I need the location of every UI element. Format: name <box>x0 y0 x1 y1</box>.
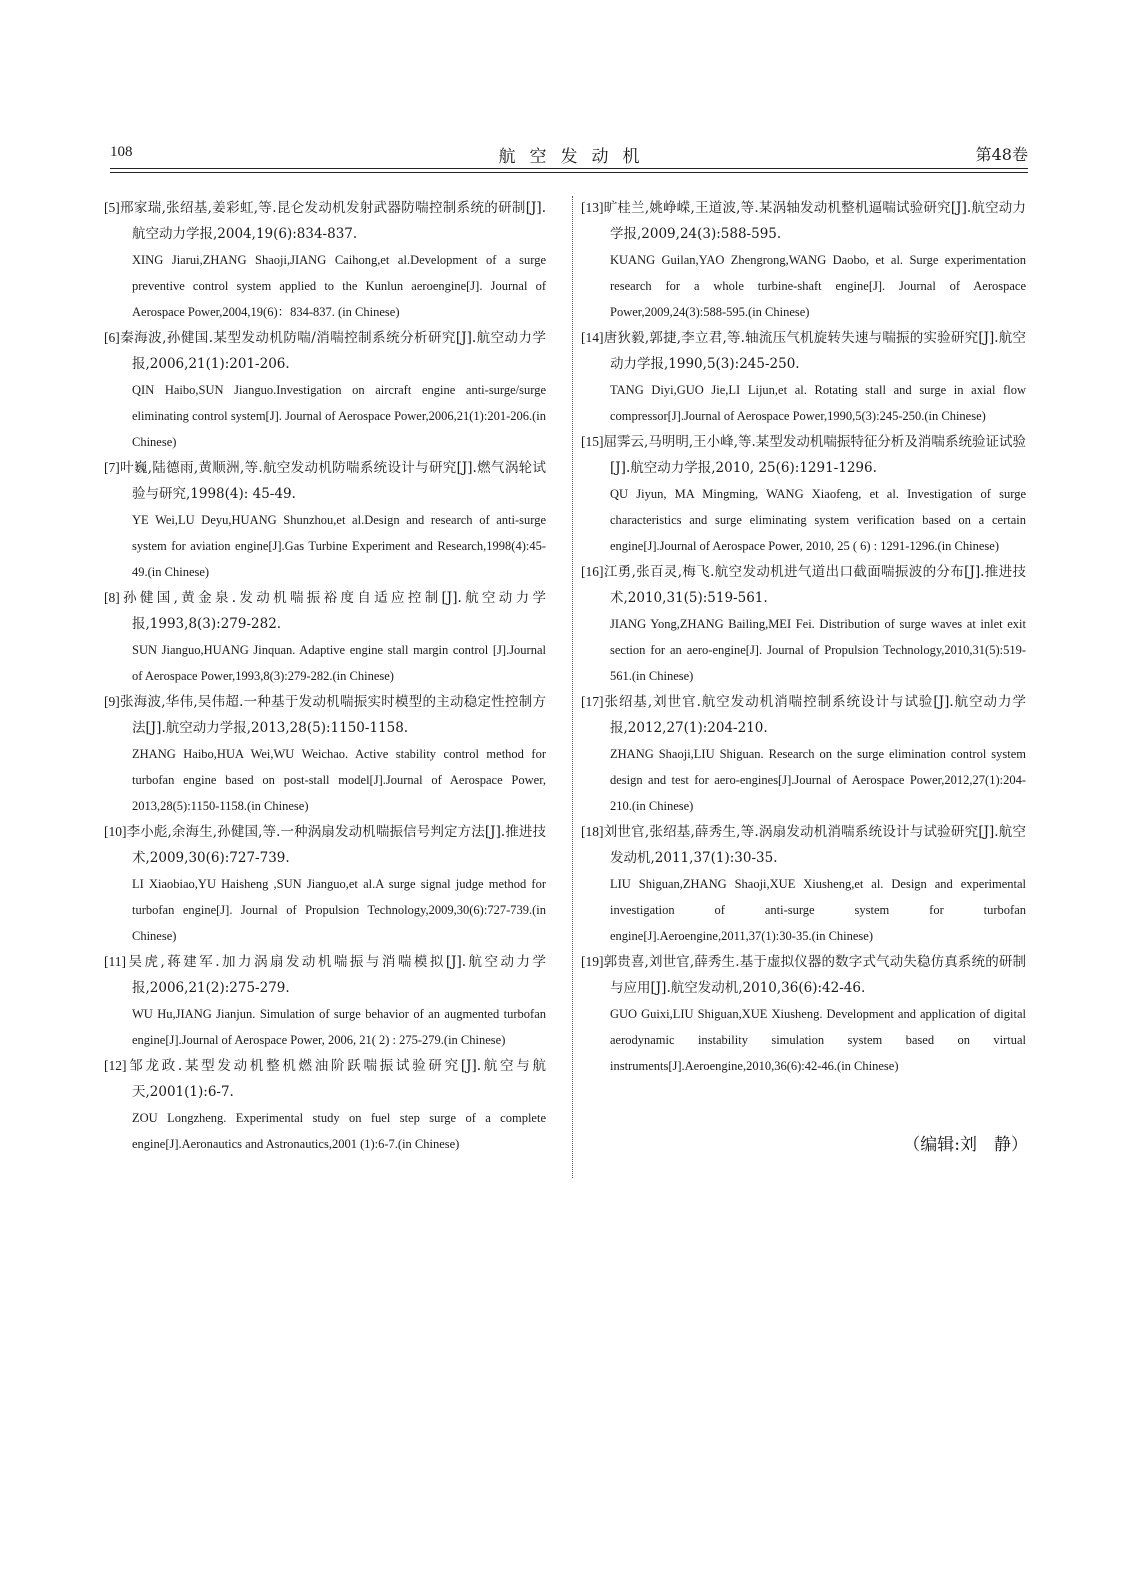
reference-chinese-text <box>104 1053 546 1105</box>
reference-entry <box>104 455 546 585</box>
reference-chinese-text <box>104 819 546 871</box>
reference-english-citation: YE Wei,LU Deyu,HUANG Shunzhou,et al.Design and research of anti-surge system for aviation engine[J].Gas Turbine Experiment and Research,1998(4):45-49.(in Chinese) <box>132 513 546 579</box>
page-header <box>110 142 1028 168</box>
reference-english-citation: ZOU Longzheng. Experimental study on fuel step surge of a complete engine[J].Aeronautics and Astronautics,2001 (1):6-7.(in Chinese) <box>132 1111 546 1151</box>
reference-english-citation: SUN Jianguo,HUANG Jinquan. Adaptive engine stall margin control [J].Journal of Aerospace Power,1993,8(3):279-282.(in Chinese) <box>132 643 546 683</box>
reference-entry <box>104 585 546 689</box>
reference-chinese-citation: 张海波,华伟,吴伟超.一种基于发动机喘振实时模型的主动稳定性控制方法[J].航空动力学报,2013,28(5):1150-1158. <box>119 694 546 736</box>
reference-number: [13] <box>581 200 604 215</box>
reference-chinese-text <box>104 455 546 507</box>
reference-english-citation: QU Jiyun, MA Mingming, WANG Xiaofeng, et al. Investigation of surge characteristics and surge eliminating system verification based on a certain engine[J].Journal of Aerospace Power, 2010, 25 ( 6) : 1291-1296.(in Chinese) <box>610 487 1026 553</box>
reference-chinese-text <box>104 325 546 377</box>
reference-chinese-citation: 孙健国,黄金泉.发动机喘振裕度自适应控制[J].航空动力学报,1993,8(3):279-282. <box>119 590 546 632</box>
journal-title: 航空发动机 <box>498 147 654 167</box>
reference-chinese-text <box>104 195 546 247</box>
reference-chinese-text <box>581 819 1026 871</box>
reference-entry <box>104 1053 546 1157</box>
reference-entry <box>104 689 546 819</box>
reference-chinese-text <box>104 585 546 637</box>
reference-entry <box>581 689 1026 819</box>
reference-entry <box>581 195 1026 325</box>
reference-number: [9] <box>104 694 120 709</box>
reference-number: [11] <box>104 954 126 969</box>
reference-number: [6] <box>104 330 120 345</box>
reference-english-citation: LI Xiaobiao,YU Haisheng ,SUN Jianguo,et al.A surge signal judge method for turbofan engine[J]. Journal of Propulsion Technology,2009,30(6):727-739.(in Chinese) <box>132 877 546 943</box>
reference-chinese-citation: 屈霁云,马明明,王小峰,等.某型发动机喘振特征分析及消喘系统验证试验[J].航空动力学报,2010, 25(6):1291-1296. <box>603 434 1026 476</box>
reference-chinese-text <box>104 689 546 741</box>
reference-chinese-text <box>581 949 1026 1001</box>
reference-number: [18] <box>581 824 604 839</box>
reference-chinese-text <box>581 559 1026 611</box>
reference-entry <box>581 325 1026 429</box>
left-reference-column <box>104 195 546 1157</box>
reference-number: [14] <box>581 330 604 345</box>
reference-chinese-citation: 刘世官,张绍基,薛秀生,等.涡扇发动机消喘系统设计与试验研究[J].航空发动机,2011,37(1):30-35. <box>603 824 1026 866</box>
volume-label: 第48卷 <box>975 145 1028 164</box>
header-rule-thin <box>110 172 1028 173</box>
reference-number: [5] <box>104 200 120 215</box>
reference-english-citation: ZHANG Shaoji,LIU Shiguan. Research on the surge elimination control system design and test for aero-engines[J].Journal of Aerospace Power,2012,27(1):204-210.(in Chinese) <box>610 747 1026 813</box>
page-number: 108 <box>110 144 133 160</box>
reference-chinese-text <box>581 195 1026 247</box>
reference-chinese-text <box>581 429 1026 481</box>
right-reference-column <box>581 195 1026 1079</box>
reference-chinese-text <box>581 689 1026 741</box>
reference-number: [19] <box>581 954 604 969</box>
reference-chinese-citation: 郭贵喜,刘世官,薛秀生.基于虚拟仪器的数字式气动失稳仿真系统的研制与应用[J].航空发动机,2010,36(6):42-46. <box>603 954 1026 996</box>
reference-chinese-text <box>104 949 546 1001</box>
reference-number: [15] <box>581 434 604 449</box>
reference-english-citation: LIU Shiguan,ZHANG Shaoji,XUE Xiusheng,et al. Design and experimental investigation of anti-surge system for turbofan engine[J].Aeroengine,2011,37(1):30-35.(in Chinese) <box>610 877 1026 943</box>
reference-english-citation: WU Hu,JIANG Jianjun. Simulation of surge behavior of an augmented turbofan engine[J].Journal of Aerospace Power, 2006, 21( 2) : 275-279.(in Chinese) <box>132 1007 546 1047</box>
reference-chinese-citation: 吴虎,蒋建军.加力涡扇发动机喘振与消喘模拟[J].航空动力学报,2006,21(2):275-279. <box>126 954 546 996</box>
reference-chinese-citation: 叶巍,陆德雨,黄顺洲,等.航空发动机防喘系统设计与研究[J].燃气涡轮试验与研究,1998(4): 45-49. <box>119 460 546 502</box>
reference-english-citation: JIANG Yong,ZHANG Bailing,MEI Fei. Distribution of surge waves at inlet exit section for an aero-engine[J]. Journal of Propulsion Technology,2010,31(5):519-561.(in Chinese) <box>610 617 1026 683</box>
reference-chinese-citation: 旷桂兰,姚峥嵘,王道波,等.某涡轴发动机整机逼喘试验研究[J].航空动力学报,2009,24(3):588-595. <box>603 200 1026 242</box>
reference-number: [7] <box>104 460 120 475</box>
reference-chinese-citation: 邹龙政.某型发动机整机燃油阶跃喘振试验研究[J].航空与航天,2001(1):6-7. <box>126 1058 546 1100</box>
reference-number: [12] <box>104 1058 127 1073</box>
reference-english-citation: QIN Haibo,SUN Jianguo.Investigation on aircraft engine anti-surge/surge eliminating control system[J]. Journal of Aerospace Power,2006,21(1):201-206.(in Chinese) <box>132 383 546 449</box>
column-divider <box>572 196 573 1178</box>
reference-entry <box>104 195 546 325</box>
reference-entry <box>104 949 546 1053</box>
reference-number: [10] <box>104 824 127 839</box>
reference-english-citation: TANG Diyi,GUO Jie,LI Lijun,et al. Rotating stall and surge in axial flow compressor[J].Journal of Aerospace Power,1990,5(3):245-250.(in Chinese) <box>610 383 1026 423</box>
reference-chinese-citation: 江勇,张百灵,梅飞.航空发动机进气道出口截面喘振波的分布[J].推进技术,2010,31(5):519-561. <box>603 564 1026 606</box>
reference-entry <box>104 819 546 949</box>
editor-note: （编辑:刘 静） <box>903 1135 1028 1155</box>
header-rule-thick <box>110 168 1028 169</box>
reference-chinese-citation: 秦海波,孙健国.某型发动机防喘/消喘控制系统分析研究[J].航空动力学报,2006,21(1):201-206. <box>119 330 546 372</box>
reference-english-citation: XING Jiarui,ZHANG Shaoji,JIANG Caihong,et al.Development of a surge preventive control system applied to the Kunlun aeroengine[J]. Journal of Aerospace Power,2004,19(6)：834-837. (in Chinese) <box>132 253 546 319</box>
reference-chinese-citation: 唐狄毅,郭捷,李立君,等.轴流压气机旋转失速与喘振的实验研究[J].航空动力学报,1990,5(3):245-250. <box>603 330 1026 372</box>
reference-number: [17] <box>581 694 604 709</box>
reference-chinese-citation: 李小彪,余海生,孙健国,等.一种涡扇发动机喘振信号判定方法[J].推进技术,2009,30(6):727-739. <box>126 824 546 866</box>
reference-number: [8] <box>104 590 120 605</box>
reference-entry <box>581 949 1026 1079</box>
reference-entry <box>581 819 1026 949</box>
reference-english-citation: GUO Guixi,LIU Shiguan,XUE Xiusheng. Development and application of digital aerodynamic instability simulation system based on virtual instruments[J].Aeroengine,2010,36(6):42-46.(in Chinese) <box>610 1007 1026 1073</box>
reference-entry <box>581 429 1026 559</box>
reference-english-citation: ZHANG Haibo,HUA Wei,WU Weichao. Active stability control method for turbofan engine based on post-stall model[J].Journal of Aerospace Power, 2013,28(5):1150-1158.(in Chinese) <box>132 747 546 813</box>
reference-entry <box>104 325 546 455</box>
reference-chinese-citation: 邢家瑞,张绍基,姜彩虹,等.昆仑发动机发射武器防喘控制系统的研制[J].航空动力学报,2004,19(6):834-837. <box>119 200 546 242</box>
reference-chinese-text <box>581 325 1026 377</box>
reference-number: [16] <box>581 564 604 579</box>
reference-english-citation: KUANG Guilan,YAO Zhengrong,WANG Daobo, et al. Surge experimentation research for a whole turbine-shaft engine[J]. Journal of Aerospace Power,2009,24(3):588-595.(in Chinese) <box>610 253 1026 319</box>
reference-chinese-citation: 张绍基,刘世官.航空发动机消喘控制系统设计与试验[J].航空动力学报,2012,27(1):204-210. <box>603 694 1026 736</box>
reference-entry <box>581 559 1026 689</box>
